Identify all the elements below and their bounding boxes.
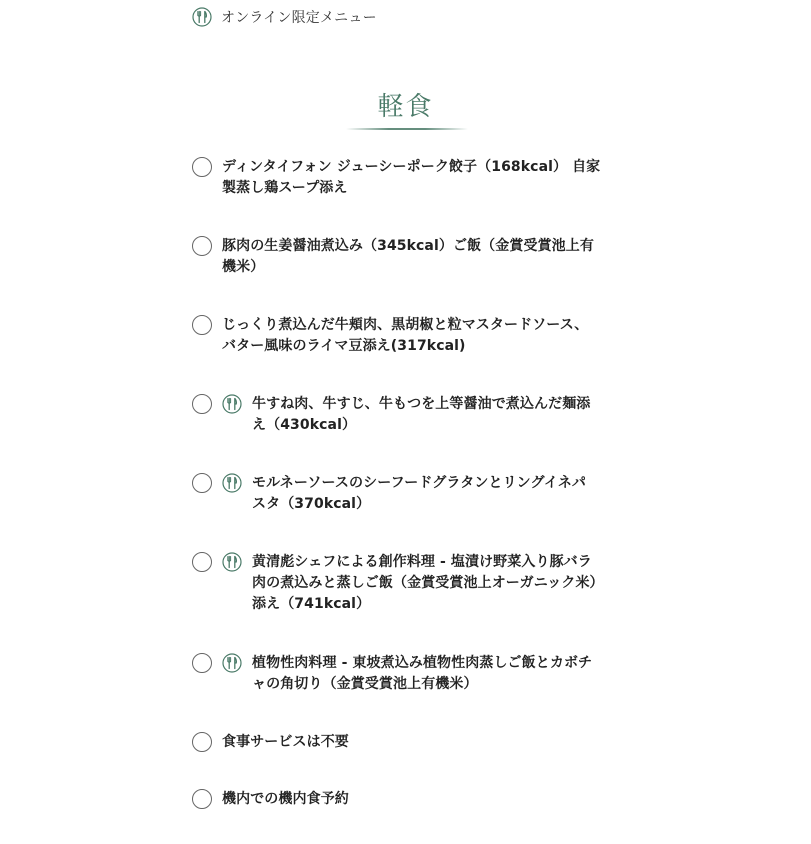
- radio-button[interactable]: [192, 473, 212, 493]
- fork-knife-icon: [222, 552, 242, 572]
- legend-label: オンライン限定メニュー: [221, 10, 377, 26]
- fork-knife-icon: [222, 394, 242, 414]
- section-title: 軽食: [377, 92, 434, 122]
- meal-option[interactable]: [192, 732, 612, 753]
- meal-option-label: モルネーソースのシーフードグラタンとリングイネパスタ（370kcal）: [252, 475, 586, 512]
- meal-option[interactable]: [192, 157, 612, 199]
- meal-option-label: 植物性肉料理 - 東坡煮込み植物性肉蒸しご飯とカボチャの角切り（金賞受賞池上有機米）: [252, 655, 593, 692]
- meal-option[interactable]: [192, 236, 612, 278]
- radio-button[interactable]: [192, 552, 212, 572]
- fork-knife-icon: [222, 653, 242, 673]
- meal-option-label: 牛すね肉、牛すじ、牛もつを上等醤油で煮込んだ麺添え（430kcal）: [252, 396, 591, 433]
- radio-button[interactable]: [192, 732, 212, 752]
- meal-option[interactable]: [192, 789, 612, 810]
- radio-button[interactable]: [192, 653, 212, 673]
- radio-button[interactable]: [192, 789, 212, 809]
- meal-option-label: 黄清彪シェフによる創作料理 - 塩漬け野菜入り豚バラ肉の煮込みと蒸しご飯（金賞受賞池上オーガニック米）添え（741kcal）: [252, 554, 597, 612]
- meal-option[interactable]: [192, 473, 612, 515]
- radio-button[interactable]: [192, 157, 212, 177]
- meal-option-label: 機内での機内食予約: [222, 791, 349, 807]
- meal-option-label: 豚肉の生姜醤油煮込み（345kcal）ご飯（金賞受賞池上有機米）: [222, 238, 594, 275]
- meal-option[interactable]: [192, 653, 612, 695]
- fork-knife-icon: [222, 473, 242, 493]
- radio-button[interactable]: [192, 394, 212, 414]
- radio-button[interactable]: [192, 236, 212, 256]
- fork-knife-icon: [192, 7, 212, 27]
- meal-option-label: ディンタイフォン ジューシーポーク餃子（168kcal） 自家製蒸し鶏スープ添え: [222, 159, 601, 196]
- online-only-legend: [192, 6, 377, 28]
- meal-option[interactable]: [192, 552, 612, 615]
- radio-button[interactable]: [192, 315, 212, 335]
- title-divider: [346, 128, 468, 130]
- meal-option[interactable]: [192, 315, 612, 357]
- meal-option-label: じっくり煮込んだ牛頬肉、黒胡椒と粒マスタードソース、バター風味のライマ豆添え(317kcal): [222, 317, 589, 354]
- meal-option[interactable]: [192, 394, 612, 436]
- meal-option-label: 食事サービスは不要: [222, 734, 349, 750]
